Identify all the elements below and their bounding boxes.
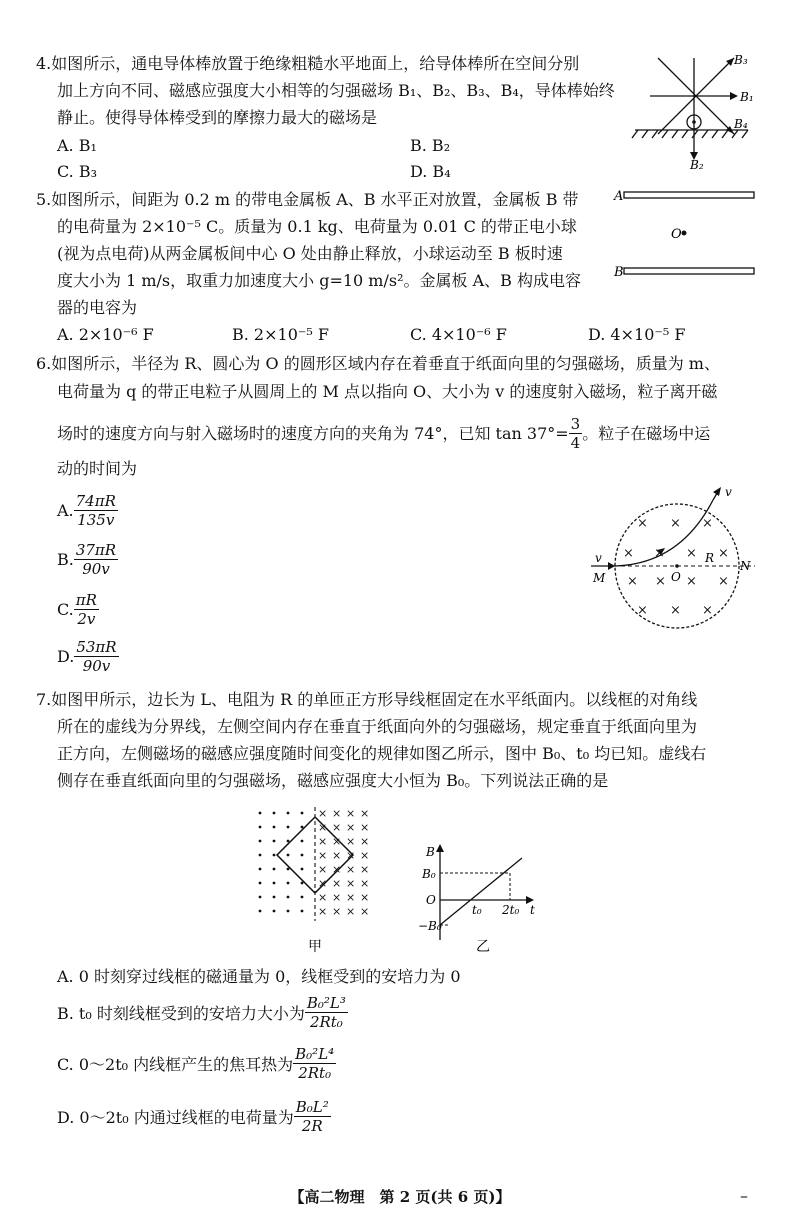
q7-option-d [57, 1098, 331, 1135]
q7-option-d-denominator: 2R [301, 1117, 323, 1135]
field-dot [287, 826, 290, 829]
q6-option-d-fraction [74, 638, 118, 675]
q6-option-c-label: C. [57, 600, 74, 619]
field-cross: × [360, 821, 370, 834]
q6-tan-denominator: 4 [570, 434, 581, 452]
q4-current-dot [692, 120, 696, 124]
field-cross: × [346, 877, 356, 890]
q7-line-4: 侧存在垂直纸面向里的匀强磁场，磁感应强度大小恒为 B₀。下列说法正确的是 [57, 771, 609, 790]
field-cross: × [318, 877, 328, 890]
field-dot [287, 896, 290, 899]
q6-center-dot [675, 564, 679, 568]
q7-graph-label-t0: t₀ [472, 903, 482, 917]
field-dot [287, 882, 290, 885]
q4-option-b: B. B₂ [410, 136, 451, 155]
field-cross: × [360, 807, 370, 820]
q6-line-4: 动的时间为 [57, 459, 138, 478]
q5-ball-dot [682, 231, 687, 236]
q6-option-a-fraction [74, 492, 118, 529]
field-cross: × [360, 835, 370, 848]
q7-graph-label-2t0: 2t₀ [502, 903, 520, 917]
field-cross: × [332, 877, 342, 890]
q6-exit-velocity-arrowhead [713, 487, 721, 496]
page-footer: 【高二物理 第 2 页(共 6 页)】 [289, 1188, 511, 1206]
q6-line-3-text-b: 。粒子在磁场中运 [582, 423, 711, 443]
q7-option-b-denominator: 2Rt₀ [309, 1013, 343, 1031]
field-cross: × [318, 821, 328, 834]
q5-option-a: A. 2×10⁻⁶ F [57, 325, 154, 344]
field-cross: × [346, 905, 356, 918]
q7-option-d-text: D. 0～2t₀ 内通过线框的电荷量为 [57, 1108, 294, 1127]
q6-option-c-numerator: πR [75, 591, 97, 609]
q4-line-3: 静止。使得导体棒受到的摩擦力最大的磁场是 [57, 108, 378, 127]
svg-text:×: × [637, 603, 648, 618]
q7-graph-label-t: t [530, 903, 535, 917]
field-dot [259, 812, 262, 815]
q6-label-r: R [705, 551, 715, 565]
field-dot [259, 840, 262, 843]
q7-label-yi: 乙 [476, 939, 490, 955]
q7-figure-jia [250, 805, 380, 955]
field-cross: × [332, 863, 342, 876]
field-cross: × [332, 905, 342, 918]
field-dot [259, 910, 262, 913]
q6-magnetic-field-figure [585, 482, 765, 642]
q6-option-a [57, 492, 118, 529]
q6-line-2: 电荷量为 q 的带正电粒子从圆周上的 M 点以指向 O、大小为 v 的速度射入磁场，粒子离开磁 [57, 382, 718, 401]
q6-option-a-numerator: 74πR [75, 492, 116, 510]
field-cross: × [332, 891, 342, 904]
field-cross: × [332, 821, 342, 834]
q6-option-d-numerator: 53πR [76, 638, 117, 656]
field-dot [273, 854, 276, 857]
q5-plates-figure [612, 182, 762, 282]
q4-label-b3: B₃ [734, 53, 748, 67]
q7-option-c-numerator: B₀²L⁴ [295, 1045, 335, 1063]
q4-option-a: A. B₁ [57, 136, 97, 155]
field-cross: × [360, 877, 370, 890]
q6-label-m: M [593, 571, 606, 585]
q5-line-2: 的电荷量为 2×10⁻⁵ C。质量为 0.1 kg、电荷量为 0.01 C 的带正电小球 [57, 217, 577, 236]
q6-option-d [57, 638, 119, 675]
q7-option-b-fraction [305, 994, 348, 1031]
field-cross: × [332, 849, 342, 862]
svg-text:×: × [670, 516, 681, 531]
q5-plate-b [624, 268, 754, 274]
q6-tan-numerator: 3 [570, 415, 581, 433]
svg-text:×: × [686, 574, 697, 589]
q7-option-c-denominator: 2Rt₀ [298, 1064, 332, 1082]
q6-line-3-text-a: 场时的速度方向与射入磁场时的速度方向的夹角为 74°，已知 tan 37°= [57, 423, 569, 443]
field-cross: × [332, 835, 342, 848]
q6-option-c [57, 591, 99, 628]
field-dot [301, 854, 304, 857]
q6-option-d-label: D. [57, 647, 75, 666]
q6-label-n: N [740, 559, 751, 573]
q5-line-3: (视为点电荷)从两金属板间中心 O 处由静止释放，小球运动至 B 板时速 [57, 244, 563, 263]
q7-inward-field-crosses [318, 807, 369, 918]
q7-option-c-text: C. 0～2t₀ 内线框产生的焦耳热为 [57, 1055, 294, 1074]
q4-option-d: D. B₄ [410, 162, 451, 181]
q6-label-exit-v: v [725, 485, 732, 499]
q7-option-d-fraction [294, 1098, 331, 1135]
field-cross: × [360, 891, 370, 904]
field-dot [273, 896, 276, 899]
field-dot [273, 910, 276, 913]
field-dot [301, 896, 304, 899]
field-dot [273, 868, 276, 871]
svg-text:×: × [670, 603, 681, 618]
q6-entry-velocity-arrowhead [608, 562, 615, 570]
q6-option-d-denominator: 90v [82, 657, 111, 675]
q7-option-b-text: B. t₀ 时刻线框受到的安培力大小为 [57, 1004, 305, 1023]
field-dot [287, 854, 290, 857]
field-cross: × [346, 807, 356, 820]
field-dot [301, 910, 304, 913]
q7-option-c [57, 1045, 336, 1082]
field-cross: × [346, 821, 356, 834]
q6-option-b-fraction [74, 541, 118, 578]
q6-option-a-label: A. [57, 501, 74, 520]
field-cross: × [318, 849, 328, 862]
q7-line-2: 所在的虚线为分界线，左侧空间内存在垂直于纸面向外的匀强磁场，规定垂直于纸面向里为 [57, 717, 698, 736]
q7-option-b [57, 994, 348, 1031]
svg-text:×: × [637, 516, 648, 531]
q6-option-b-numerator: 37πR [75, 541, 117, 559]
q7-option-d-numerator: B₀L² [295, 1098, 329, 1116]
svg-text:×: × [718, 546, 729, 561]
q6-option-a-denominator: 135v [77, 511, 115, 529]
field-dot [259, 868, 262, 871]
q4-option-c: C. B₃ [57, 162, 98, 181]
q6-option-c-fraction [74, 591, 99, 628]
q7-option-a: A. 0 时刻穿过线框的磁通量为 0，线框受到的安培力为 0 [57, 967, 461, 986]
q7-line-3: 正方向，左侧磁场的磁感应强度随时间变化的规律如图乙所示，图中 B₀、t₀ 均已知。虚线右 [57, 744, 707, 763]
field-dot [273, 826, 276, 829]
q6-line-3 [57, 415, 710, 452]
field-cross: × [360, 863, 370, 876]
field-cross: × [346, 891, 356, 904]
q5-label-b: B [614, 265, 624, 280]
svg-text:×: × [686, 546, 697, 561]
field-dot [259, 854, 262, 857]
q4-line-1: 4.如图所示，通电导体棒放置于绝缘粗糙水平地面上，给导体棒所在空间分别 [36, 54, 580, 73]
q5-option-c: C. 4×10⁻⁶ F [410, 325, 507, 344]
q7-option-b-numerator: B₀²L³ [306, 994, 346, 1012]
svg-text:×: × [654, 546, 665, 561]
field-dot [301, 840, 304, 843]
field-dot [301, 812, 304, 815]
q4-rod-figure [630, 50, 760, 170]
field-cross: × [318, 807, 328, 820]
q5-option-b: B. 2×10⁻⁵ F [232, 325, 329, 344]
field-cross: × [318, 891, 328, 904]
q6-tan-fraction [569, 415, 583, 452]
q7-graph-label-neg-b0: −B₀ [418, 919, 442, 933]
field-cross: × [318, 905, 328, 918]
q5-line-4: 度大小为 1 m/s，取重力加速度大小 g=10 m/s²。金属板 A、B 构成电容 [57, 271, 581, 290]
q7-option-c-fraction [293, 1045, 336, 1082]
field-dot [273, 840, 276, 843]
q5-label-o: O [671, 227, 682, 242]
q5-option-d: D. 4×10⁻⁵ F [588, 325, 686, 344]
field-dot [259, 826, 262, 829]
field-cross: × [332, 807, 342, 820]
q7-outward-field-dots [259, 812, 304, 913]
q6-line-1: 6.如图所示，半径为 R、圆心为 O 的圆形区域内存在着垂直于纸面向里的匀强磁场，质量为 m、 [36, 354, 720, 373]
field-cross: × [346, 863, 356, 876]
field-dot [301, 868, 304, 871]
svg-text:×: × [702, 603, 713, 618]
field-cross: × [318, 863, 328, 876]
q6-label-o: O [671, 570, 681, 584]
field-cross: × [346, 835, 356, 848]
q4-b1-arrowhead [730, 92, 738, 100]
q4-label-b4: B₄ [734, 117, 748, 131]
q7-graph-b-axis-arrow [436, 844, 444, 852]
field-dot [259, 896, 262, 899]
q4-line-2: 加上方向不同、磁感应强度大小相等的匀强磁场 B₁、B₂、B₃、B₄，导体棒始终 [57, 81, 615, 100]
q6-option-b-denominator: 90v [82, 560, 110, 578]
svg-text:×: × [623, 546, 634, 561]
q6-label-entry-v: v [595, 551, 602, 565]
q7-label-jia: 甲 [308, 939, 322, 955]
q4-label-b1: B₁ [740, 90, 754, 104]
q6-option-c-denominator: 2v [77, 610, 96, 628]
field-dot [287, 812, 290, 815]
svg-text:×: × [702, 516, 713, 531]
field-dot [273, 812, 276, 815]
q4-label-b2: B₂ [690, 158, 704, 170]
q6-option-b-label: B. [57, 550, 74, 569]
field-cross: × [360, 905, 370, 918]
q5-plate-a [624, 192, 754, 198]
field-cross: × [360, 849, 370, 862]
footer-dash: – [740, 1186, 748, 1205]
q7-graph-label-origin: O [426, 893, 436, 907]
field-cross: × [318, 835, 328, 848]
field-dot [287, 910, 290, 913]
q5-line-1: 5.如图所示，间距为 0.2 m 的带电金属板 A、B 水平正对放置，金属板 B 带 [36, 190, 579, 209]
q7-line-1: 7.如图甲所示，边长为 L、电阻为 R 的单匝正方形导线框固定在水平纸面内。以线框的对角线 [36, 690, 698, 709]
q7-graph-label-b: B [426, 845, 435, 859]
svg-text:×: × [718, 574, 729, 589]
svg-text:×: × [627, 574, 638, 589]
field-dot [273, 882, 276, 885]
svg-text:×: × [655, 574, 666, 589]
q5-label-a: A [614, 189, 624, 204]
q5-line-5: 器的电容为 [57, 298, 138, 317]
q7-graph-label-b0: B₀ [422, 867, 436, 881]
q6-option-b [57, 541, 118, 578]
q7-figure-yi-graph [418, 840, 538, 955]
field-dot [259, 882, 262, 885]
field-cross: × [346, 849, 356, 862]
